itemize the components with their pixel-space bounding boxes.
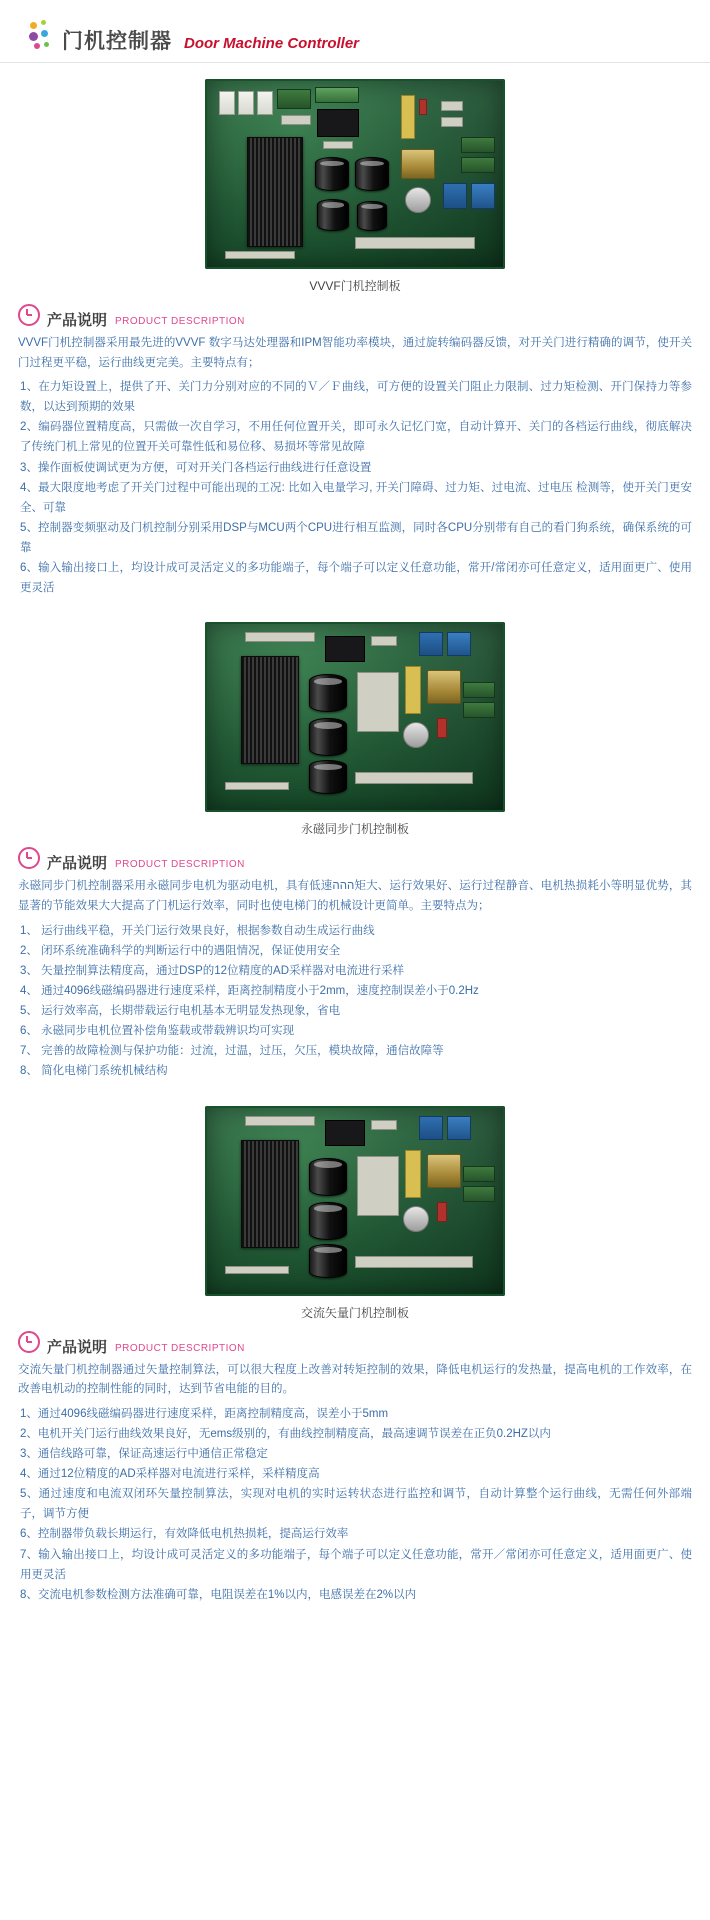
list-item: 5、控制器变频驱动及门机控制分别采用DSP与MCU两个CPU进行相互监测，同时各CPU分别带有自己的看门狗系统，确保系统的可靠 bbox=[20, 521, 692, 555]
list-item: 6、输入输出接口上，均设计成可灵活定义的多功能端子，每个端子可以定义任意功能，常开/常闭亦可任意定义，适用面更广、使用更灵活 bbox=[20, 562, 692, 595]
list-item: 4、最大限度地考虑了开关门过程中可能出现的工况: 比如入电量学习, 开关门障碍、过力矩、过电流、过电压 检测等，使开关门更安全、可靠 bbox=[20, 481, 692, 514]
list-item: 5、 运行效率高，长期带载运行电机基本无明显发热现象，省电 bbox=[20, 1005, 341, 1018]
page-header bbox=[0, 14, 710, 63]
section-intro-1: VVVF门机控制器采用最先进的VVVF 数字马达处理器和IPM智能功率模块，通过旋转编码器反馈，对开关门进行精确的调节，使开关门过程更平稳，运行曲线更完美。主要特点有； bbox=[18, 337, 692, 369]
list-item: 3、 矢量控制算法精度高，通过DSP的12位精度的AD采样器对电流进行采样 bbox=[20, 964, 404, 977]
list-item: 4、通过12位精度的AD采样器对电流进行采样，采样精度高 bbox=[20, 1468, 320, 1481]
list-item: 7、 完善的故障检测与保护功能：过流，过温，过压，欠压，模块故障，通信故障等 bbox=[20, 1045, 444, 1058]
dots-logo-icon bbox=[28, 20, 54, 54]
clock-icon bbox=[18, 847, 40, 869]
product-image-block-3 bbox=[0, 1106, 710, 1321]
section-intro-3: 交流矢量门机控制器通过矢量控制算法，可以很大程度上改善对转矩控制的效果，降低电机运行的发热量，提高电机的工作效率，在改善电机动的控制性能的同时，达到节省电能的目的。 bbox=[18, 1363, 692, 1396]
section-heading-en-3: PRODUCT DESCRIPTION bbox=[115, 1342, 245, 1354]
list-item: 6、控制器带负载长期运行，有效降低电机热损耗，提高运行效率 bbox=[20, 1528, 349, 1541]
list-item: 2、电机开关门运行曲线效果良好，无ems级别的，有曲线控制精度高，最高速调节误差在正负0.2HZ以内 bbox=[20, 1427, 551, 1440]
list-item: 4、 通过4096线磁编码器进行速度采样，距离控制精度小于2mm，速度控制误差小于0.2Hz bbox=[20, 984, 479, 997]
product-image-block-1 bbox=[0, 79, 710, 294]
list-item: 1、在力矩设置上，提供了开、关门力分别对应的不同的Ｖ／Ｆ曲线，可方便的设置关门阻止力限制、过力矩检测、开门保持力等参数，以达到预期的效果 bbox=[20, 381, 692, 414]
list-item: 2、编码器位置精度高，只需做一次自学习，不用任何位置开关，即可永久记忆门宽，自动计算开、关门的各档运行曲线，彻底解决了传统门机上常见的位置开关可靠性低和易位移、易损坏等常见故障 bbox=[20, 421, 692, 454]
section-points-1 bbox=[0, 377, 710, 598]
list-item: 1、 运行曲线平稳，开关门运行效果良好，根据参数自动生成运行曲线 bbox=[20, 924, 375, 937]
list-item: 5、通过速度和电流双闭环矢量控制算法，实现对电机的实时运转状态进行监控和调节，自动计算整个运行曲线，无需任何外部端子，调节方便 bbox=[20, 1488, 692, 1521]
product-image-caption-2: 永磁同步门机控制板 bbox=[300, 822, 409, 837]
product-image-block-2 bbox=[0, 622, 710, 837]
list-item: 2、 闭环系统准确科学的判断运行中的遇阻情况，保证使用安全 bbox=[20, 944, 341, 957]
pcb-photo-ac-vector bbox=[205, 1106, 505, 1296]
section-points-2 bbox=[0, 921, 710, 1082]
pcb-photo-vvvf bbox=[205, 79, 505, 269]
section-heading-cn-1: 产品说明 bbox=[47, 312, 108, 329]
list-item: 1、通过4096线磁编码器进行速度采样，距离控制精度高，误差小于5mm bbox=[20, 1407, 389, 1420]
section-heading-en-2: PRODUCT DESCRIPTION bbox=[115, 859, 245, 871]
product-image-caption-1: VVVF门机控制板 bbox=[309, 279, 401, 293]
section-heading-2 bbox=[0, 847, 710, 871]
list-item: 8、 简化电梯门系统机械结构 bbox=[20, 1065, 168, 1078]
list-item: 6、 永磁同步电机位置补偿角鉴载或带载辨识均可实现 bbox=[20, 1025, 295, 1038]
page-title-cn: 门机控制器 bbox=[62, 30, 172, 53]
section-points-3 bbox=[0, 1404, 710, 1605]
page-title-en: Door Machine Controller bbox=[184, 35, 360, 52]
clock-icon bbox=[18, 304, 40, 326]
section-heading-en-1: PRODUCT DESCRIPTION bbox=[115, 316, 245, 327]
list-item: 7、输入输出接口上，均设计成可灵活定义的多功能端子，每个端子可以定义任意功能，常开／常闭亦可任意定义，适用面更广、使用更灵活 bbox=[20, 1548, 692, 1581]
list-item: 8、交流电机参数检测方法准确可靠，电阻误差在1%以内，电感误差在2%以内 bbox=[20, 1588, 417, 1601]
section-heading-1 bbox=[0, 304, 710, 328]
section-heading-cn-3: 产品说明 bbox=[47, 1338, 108, 1356]
section-heading-cn-2: 产品说明 bbox=[47, 855, 108, 873]
clock-icon bbox=[18, 1331, 40, 1353]
list-item: 3、通信线路可靠，保证高速运行中通信正常稳定 bbox=[20, 1447, 268, 1460]
pcb-photo-pm-sync bbox=[205, 622, 505, 812]
list-item: 3、操作面板使调试更为方便，可对开关门各档运行曲线进行任意设置 bbox=[20, 461, 372, 474]
product-image-caption-3: 交流矢量门机控制板 bbox=[300, 1305, 409, 1320]
section-intro-2: 永磁同步门机控制器采用永磁同步电机为驱动电机，具有低速ההה矩大、运行效果好、运行过程静音、电机热损耗小等明显优势，其显著的节能效果大大提高了门机运行效率，同时也使电梯门的机械设计更简单。主要特点为； bbox=[18, 880, 693, 913]
section-heading-3 bbox=[0, 1331, 710, 1355]
